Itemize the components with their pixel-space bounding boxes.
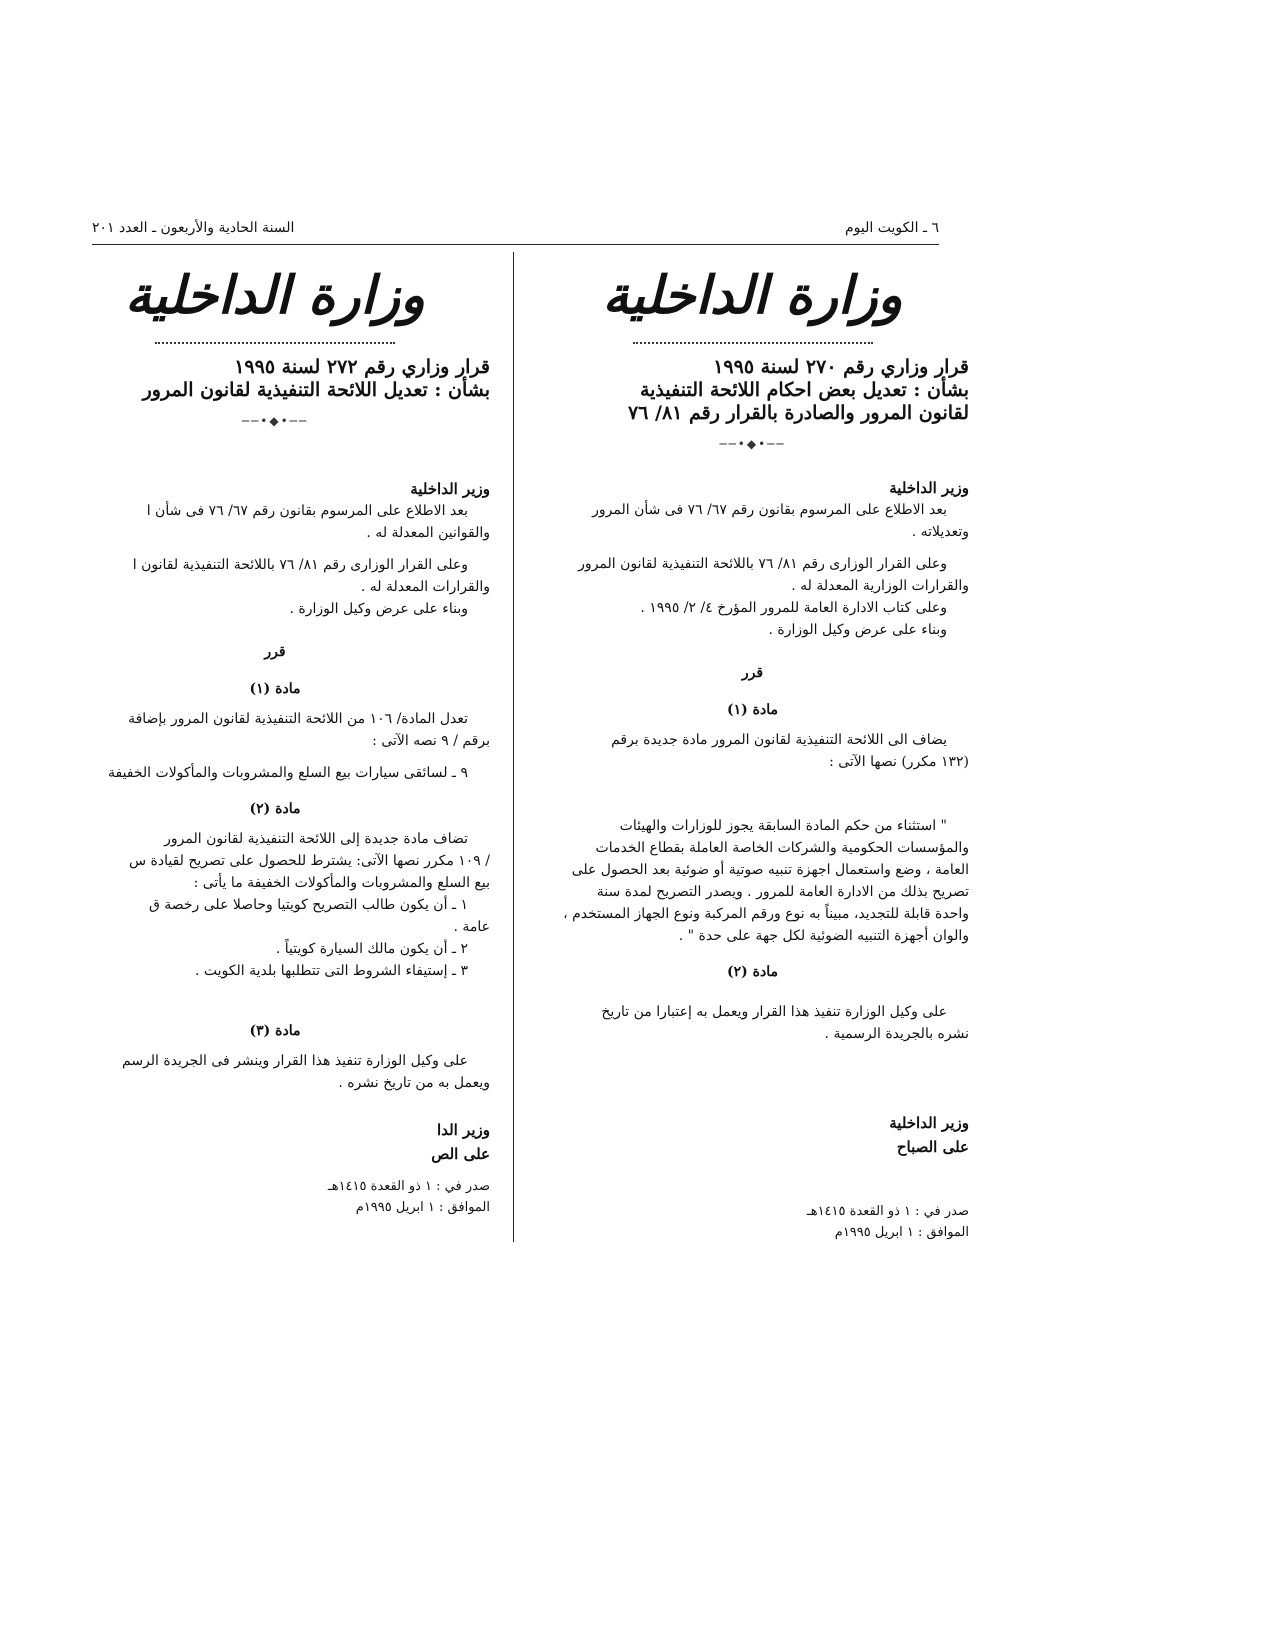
quoted-text: تصريح بذلك من الادارة العامة للمرور . ويصدر التصريح لمدة سنة	[596, 884, 969, 900]
preamble-line: وبناء على عرض وكيل الوزارة .	[289, 601, 468, 617]
minister-heading: وزير الداخلية	[889, 479, 969, 497]
signature-name: على الص	[431, 1145, 490, 1163]
preamble-line: بعد الاطلاع على المرسوم بقانون رقم ٦٧/ ٧٦ فى شأن المرور	[592, 502, 947, 518]
article-1-heading: مادة (١)	[249, 681, 301, 697]
article-text: برقم / ٩ نصه الآتى :	[372, 733, 490, 749]
ministry-masthead: وزارة الداخلية	[124, 265, 426, 326]
decided-heading: قرر	[741, 665, 764, 681]
preamble-line: بعد الاطلاع على المرسوم بقانون رقم ٦٧/ ٧٦ فى شأن ا	[146, 503, 468, 519]
quoted-text: والوان أجهزة التنبيه الضوئية لكل جهة على حدة " .	[678, 928, 969, 944]
article-text: على وكيل الوزارة تنفيذ هذا القرار ويعمل به إعتبارا من تاريخ	[601, 1004, 947, 1020]
ornament-divider: ──•◆•──	[241, 414, 309, 428]
signature-title: وزير الداخلية	[889, 1114, 969, 1132]
article-text: ويعمل به من تاريخ نشره .	[338, 1075, 490, 1091]
article-text: ٢ ـ أن يكون مالك السيارة كويتياً .	[275, 941, 468, 957]
decision-title: قرار وزاري رقم ٢٧٢ لسنة ١٩٩٥	[234, 356, 490, 378]
ornament-divider: ──•◆•──	[719, 437, 786, 451]
decision-270-column	[536, 256, 969, 1243]
article-text: تعدل المادة/ ١٠٦ من اللائحة التنفيذية لقانون المرور بإضافة	[128, 711, 468, 727]
article-text: ٩ ـ لسائقى سيارات بيع السلع والمشروبات والمأكولات الخفيفة	[107, 765, 468, 781]
signature-title: وزير الدا	[437, 1121, 490, 1139]
column-divider	[513, 252, 514, 1242]
header-issue: السنة الحادية والأربعون ـ العدد ٢٠١	[92, 220, 295, 236]
decided-heading: قرر	[264, 644, 286, 660]
article-text: ٣ ـ إستيفاء الشروط التى تتطلبها بلدية الكويت .	[194, 963, 468, 979]
article-3-heading: مادة (٣)	[249, 1023, 301, 1039]
article-text: ١ ـ أن يكون طالب التصريح كويتيا وحاصلا على رخصة ق	[148, 897, 468, 913]
signature-name: على الصباح	[896, 1138, 969, 1156]
preamble-line: وعلى القرار الوزارى رقم ٨١/ ٧٦ باللائحة التنفيذية لقانون ا	[132, 557, 468, 573]
article-text: (١٣٢ مكرر) نصها الآتى :	[829, 754, 969, 770]
article-text: عامة .	[453, 919, 490, 935]
article-1-heading: مادة (١)	[727, 702, 778, 718]
article-text: نشره بالجريدة الرسمية .	[824, 1026, 969, 1042]
preamble-line: وتعديلاته .	[911, 524, 969, 540]
decision-title: قرار وزاري رقم ٢٧٠ لسنة ١٩٩٥	[713, 356, 969, 378]
issued-date-gregorian: الموافق : ١ ابريل ١٩٩٥م	[355, 1200, 490, 1215]
quoted-text: " استثناء من حكم المادة السابقة يجوز للوزارات والهيئات	[619, 818, 947, 834]
decision-subject: بشأن : تعديل اللائحة التنفيذية لقانون المرور	[142, 379, 490, 401]
article-text: بيع السلع والمشروبات والمأكولات الخفيفة ما يأتى :	[193, 875, 490, 891]
quoted-text: واحدة قابلة للتجديد، مبيناً به نوع ورقم المركبة ونوع الجهاز المستخدم ،	[563, 906, 969, 922]
article-text: على وكيل الوزارة تنفيذ هذا القرار وينشر فى الجريدة الرسم	[122, 1053, 468, 1069]
masthead-rule	[633, 342, 873, 344]
article-text: / ١٠٩ مكرر نصها الآتى: يشترط للحصول على تصريح لقيادة س	[128, 853, 490, 869]
decision-subject: بشأن : تعديل بعض احكام اللائحة التنفيذية	[639, 379, 969, 401]
issued-date-hijri: صدر في : ١ ذو القعدة ١٤١٥هـ	[806, 1204, 969, 1219]
article-2-heading: مادة (٢)	[249, 801, 301, 817]
quoted-text: والمؤسسات الحكومية والشركات الخاصة العاملة بقطاع الخدمات	[595, 840, 969, 856]
decision-272-column	[60, 256, 490, 1218]
issued-date-gregorian: الموافق : ١ ابريل ١٩٩٥م	[834, 1225, 969, 1240]
preamble-line: والقوانين المعدلة له .	[366, 525, 490, 541]
ministry-masthead: وزارة الداخلية	[602, 265, 903, 326]
decision-subject: لقانون المرور والصادرة بالقرار رقم ٨١/ ٧٦	[627, 402, 969, 424]
minister-heading: وزير الداخلية	[410, 480, 490, 498]
issued-date-hijri: صدر في : ١ ذو القعدة ١٤١٥هـ	[327, 1179, 490, 1194]
preamble-line: وعلى كتاب الادارة العامة للمرور المؤرخ ٤/ ٢/ ١٩٩٥ .	[640, 600, 947, 616]
quoted-text: العامة ، وضع واستعمال اجهزة تنبيه صوتية أو ضوئية بعد الحصول على	[571, 862, 969, 878]
article-text: تضاف مادة جديدة إلى اللائحة التنفيذية لقانون المرور	[164, 831, 468, 847]
header-publication: ٦ ـ الكويت اليوم	[844, 220, 939, 236]
preamble-line: والقرارات المعدلة له .	[360, 579, 490, 595]
article-2-heading: مادة (٢)	[727, 964, 778, 980]
preamble-line: والقرارات الوزارية المعدلة له .	[791, 578, 969, 594]
masthead-rule	[155, 342, 395, 344]
preamble-line: وعلى القرار الوزارى رقم ٨١/ ٧٦ باللائحة التنفيذية لقانون المرور	[578, 556, 947, 572]
preamble-line: وبناء على عرض وكيل الوزارة .	[768, 622, 947, 638]
page-header	[92, 220, 939, 245]
article-text: يضاف الى اللائحة التنفيذية لقانون المرور مادة جديدة برقم	[611, 732, 947, 748]
